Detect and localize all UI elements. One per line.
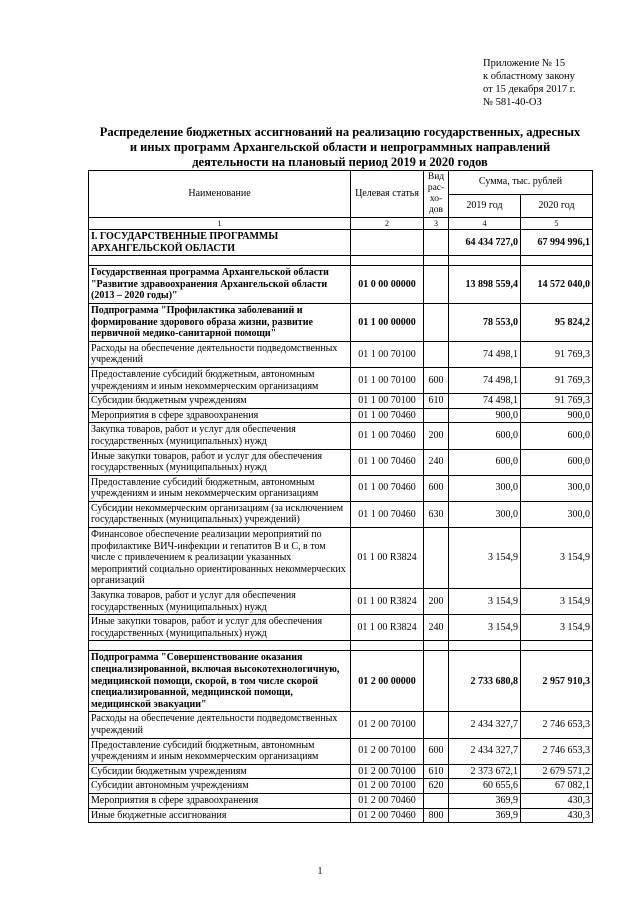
row-amount-2020: 2 746 653,3 (521, 712, 593, 738)
table-row (89, 501, 593, 527)
spacer-cell (351, 641, 424, 651)
table-row (89, 367, 593, 393)
row-expense-type (424, 793, 449, 808)
row-expense-type: 240 (424, 449, 449, 475)
spacer-cell (89, 256, 351, 266)
row-expense-type: 620 (424, 779, 449, 794)
column-index: 4 (449, 218, 521, 230)
row-amount-2019: 369,9 (449, 808, 521, 823)
row-expense-type: 610 (424, 394, 449, 409)
row-amount-2019: 74 498,1 (449, 394, 521, 409)
row-expense-type (424, 408, 449, 423)
row-name: Субсидии некоммерческим организациям (за исключением государственных (муниципальных) учреждений) (89, 501, 351, 527)
page-number: 1 (317, 866, 323, 877)
row-target-code: 01 1 00 R3824 (351, 528, 424, 589)
row-target-code: 01 1 00 00000 (351, 303, 424, 341)
row-name: Государственная программа Архангельской области "Развитие здравоохранения Архангельской области (2013 – 2020 годы)" (89, 266, 351, 304)
row-amount-2020: 600,0 (521, 423, 593, 449)
appendix-line: Приложение № 15 (483, 58, 566, 69)
row-name: Расходы на обеспечение деятельности подведомственных учреждений (89, 341, 351, 367)
row-expense-type: 600 (424, 367, 449, 393)
table-row (89, 475, 593, 501)
row-expense-type: 200 (424, 423, 449, 449)
row-amount-2019: 369,9 (449, 793, 521, 808)
row-target-code (351, 230, 424, 256)
table-row (89, 808, 593, 823)
row-amount-2019: 300,0 (449, 501, 521, 527)
table-row (89, 423, 593, 449)
row-amount-2019: 74 498,1 (449, 367, 521, 393)
row-name: I. ГОСУДАРСТВЕННЫЕ ПРОГРАММЫ АРХАНГЕЛЬСКОЙ ОБЛАСТИ (89, 230, 351, 256)
row-expense-type: 240 (424, 615, 449, 641)
row-amount-2020: 2 679 571,2 (521, 764, 593, 779)
row-name: Субсидии автономным учреждениям (89, 779, 351, 794)
row-amount-2020: 91 769,3 (521, 367, 593, 393)
table-row (89, 449, 593, 475)
appendix-line: № 581-40-ОЗ (483, 97, 542, 108)
spacer-cell (424, 641, 449, 651)
table-row (89, 793, 593, 808)
row-amount-2019: 3 154,9 (449, 589, 521, 615)
budget-table (88, 170, 593, 823)
row-name: Иные закупки товаров, работ и услуг для обеспечения государственных (муниципальных) нужд (89, 615, 351, 641)
row-target-code: 01 1 00 70100 (351, 394, 424, 409)
row-amount-2020: 2 957 910,3 (521, 651, 593, 712)
row-target-code: 01 1 00 70460 (351, 423, 424, 449)
row-name: Предоставление субсидий бюджетным, автономным учреждениям и иным некоммерческим организациям (89, 475, 351, 501)
row-target-code: 01 2 00 70460 (351, 808, 424, 823)
header-expense-type: Вид рас-хо-дов (424, 171, 449, 218)
spacer-cell (351, 256, 424, 266)
row-expense-type (424, 528, 449, 589)
row-target-code: 01 1 00 70460 (351, 408, 424, 423)
row-target-code: 01 1 00 R3824 (351, 615, 424, 641)
header-code: Целевая статья (351, 171, 424, 218)
row-amount-2019: 13 898 559,4 (449, 266, 521, 304)
row-amount-2020: 3 154,9 (521, 589, 593, 615)
header-year-2020: 2020 год (521, 194, 593, 218)
row-name: Иные закупки товаров, работ и услуг для обеспечения государственных (муниципальных) нужд (89, 449, 351, 475)
row-target-code: 01 1 00 70460 (351, 475, 424, 501)
table-row (89, 230, 593, 256)
appendix-line: от 15 декабря 2017 г. (483, 84, 576, 95)
title-line: деятельности на плановый период 2019 и 2020 годов (192, 155, 488, 169)
column-index: 3 (424, 218, 449, 230)
table-row (89, 764, 593, 779)
row-name: Закупка товаров, работ и услуг для обеспечения государственных (муниципальных) нужд (89, 589, 351, 615)
header-year-2019: 2019 год (449, 194, 521, 218)
row-expense-type (424, 266, 449, 304)
row-amount-2019: 64 434 727,0 (449, 230, 521, 256)
table-row (89, 712, 593, 738)
column-index: 5 (521, 218, 593, 230)
row-amount-2020: 600,0 (521, 449, 593, 475)
row-name: Мероприятия в сфере здравоохранения (89, 793, 351, 808)
table-row (89, 738, 593, 764)
table-row (89, 341, 593, 367)
spacer-cell (521, 256, 593, 266)
row-name: Расходы на обеспечение деятельности подведомственных учреждений (89, 712, 351, 738)
row-amount-2019: 3 154,9 (449, 615, 521, 641)
row-target-code: 01 1 00 70100 (351, 341, 424, 367)
row-amount-2020: 3 154,9 (521, 615, 593, 641)
table-row (89, 408, 593, 423)
table-row (89, 779, 593, 794)
header-sum: Сумма, тыс. рублей (449, 171, 593, 195)
row-target-code: 01 2 00 70100 (351, 712, 424, 738)
row-amount-2019: 600,0 (449, 423, 521, 449)
row-expense-type: 630 (424, 501, 449, 527)
row-amount-2019: 300,0 (449, 475, 521, 501)
table-row (89, 589, 593, 615)
row-name: Субсидии бюджетным учреждениям (89, 394, 351, 409)
row-name: Иные бюджетные ассигнования (89, 808, 351, 823)
row-amount-2020: 2 746 653,3 (521, 738, 593, 764)
row-target-code: 01 2 00 70460 (351, 793, 424, 808)
row-expense-type: 200 (424, 589, 449, 615)
row-amount-2019: 78 553,0 (449, 303, 521, 341)
spacer-cell (424, 256, 449, 266)
budget-table-body (89, 230, 593, 823)
row-amount-2019: 3 154,9 (449, 528, 521, 589)
row-target-code: 01 1 00 70460 (351, 449, 424, 475)
row-expense-type: 610 (424, 764, 449, 779)
row-amount-2020: 430,3 (521, 808, 593, 823)
table-row (89, 303, 593, 341)
row-name: Закупка товаров, работ и услуг для обеспечения государственных (муниципальных) нужд (89, 423, 351, 449)
table-row (89, 651, 593, 712)
spacer-row (89, 641, 593, 651)
row-name: Мероприятия в сфере здравоохранения (89, 408, 351, 423)
row-amount-2019: 600,0 (449, 449, 521, 475)
row-target-code: 01 1 00 R3824 (351, 589, 424, 615)
column-index: 2 (351, 218, 424, 230)
row-amount-2019: 2 434 327,7 (449, 738, 521, 764)
row-amount-2020: 67 082,1 (521, 779, 593, 794)
spacer-cell (521, 641, 593, 651)
row-amount-2019: 2 733 680,8 (449, 651, 521, 712)
spacer-cell (449, 641, 521, 651)
row-amount-2019: 2 373 672,1 (449, 764, 521, 779)
row-amount-2020: 67 994 996,1 (521, 230, 593, 256)
row-name: Субсидии бюджетным учреждениям (89, 764, 351, 779)
row-expense-type (424, 712, 449, 738)
row-target-code: 01 2 00 70100 (351, 779, 424, 794)
row-expense-type (424, 341, 449, 367)
row-amount-2020: 14 572 040,0 (521, 266, 593, 304)
row-target-code: 01 0 00 00000 (351, 266, 424, 304)
spacer-cell (449, 256, 521, 266)
row-expense-type (424, 230, 449, 256)
table-row (89, 266, 593, 304)
row-amount-2019: 900,0 (449, 408, 521, 423)
document-title (60, 125, 620, 170)
header-name: Наименование (89, 171, 351, 218)
row-name: Подпрограмма "Совершенствование оказания специализированной, включая высокотехнологичную, медицинской помощи, скорой, в том числе скорой специализированной, медицинской помощи, медицинской эвакуации" (89, 651, 351, 712)
row-target-code: 01 2 00 00000 (351, 651, 424, 712)
appendix-line: к областному закону (483, 71, 575, 82)
table-row (89, 615, 593, 641)
row-target-code: 01 1 00 70460 (351, 501, 424, 527)
row-amount-2019: 60 655,6 (449, 779, 521, 794)
appendix-block (483, 57, 633, 109)
row-name: Финансовое обеспечение реализации мероприятий по профилактике ВИЧ-инфекции и гепатитов B и C, в том числе с привлечением к реализации указанных мероприятий социально ориентированных некоммерческих организаций (89, 528, 351, 589)
row-amount-2020: 3 154,9 (521, 528, 593, 589)
row-name: Предоставление субсидий бюджетным, автономным учреждениям и иным некоммерческим организациям (89, 738, 351, 764)
row-target-code: 01 2 00 70100 (351, 738, 424, 764)
row-expense-type (424, 303, 449, 341)
row-amount-2020: 91 769,3 (521, 394, 593, 409)
row-name: Предоставление субсидий бюджетным, автономным учреждениям и иным некоммерческим организациям (89, 367, 351, 393)
row-amount-2020: 430,3 (521, 793, 593, 808)
row-expense-type: 600 (424, 738, 449, 764)
row-amount-2020: 300,0 (521, 475, 593, 501)
spacer-row (89, 256, 593, 266)
row-amount-2020: 300,0 (521, 501, 593, 527)
title-line: Распределение бюджетных ассигнований на реализацию государственных, адресных (99, 125, 581, 139)
row-expense-type: 600 (424, 475, 449, 501)
spacer-cell (89, 641, 351, 651)
row-target-code: 01 1 00 70100 (351, 367, 424, 393)
row-amount-2019: 74 498,1 (449, 341, 521, 367)
row-amount-2020: 95 824,2 (521, 303, 593, 341)
row-amount-2020: 91 769,3 (521, 341, 593, 367)
row-target-code: 01 2 00 70100 (351, 764, 424, 779)
title-line: и иных программ Архангельской области и непрограммных направлений (129, 140, 551, 154)
row-amount-2020: 900,0 (521, 408, 593, 423)
column-index: 1 (89, 218, 351, 230)
row-name: Подпрограмма "Профилактика заболеваний и формирование здорового образа жизни, развитие первичной медико-санитарной помощи" (89, 303, 351, 341)
row-amount-2019: 2 434 327,7 (449, 712, 521, 738)
table-row (89, 394, 593, 409)
row-expense-type: 800 (424, 808, 449, 823)
row-expense-type (424, 651, 449, 712)
table-row (89, 528, 593, 589)
